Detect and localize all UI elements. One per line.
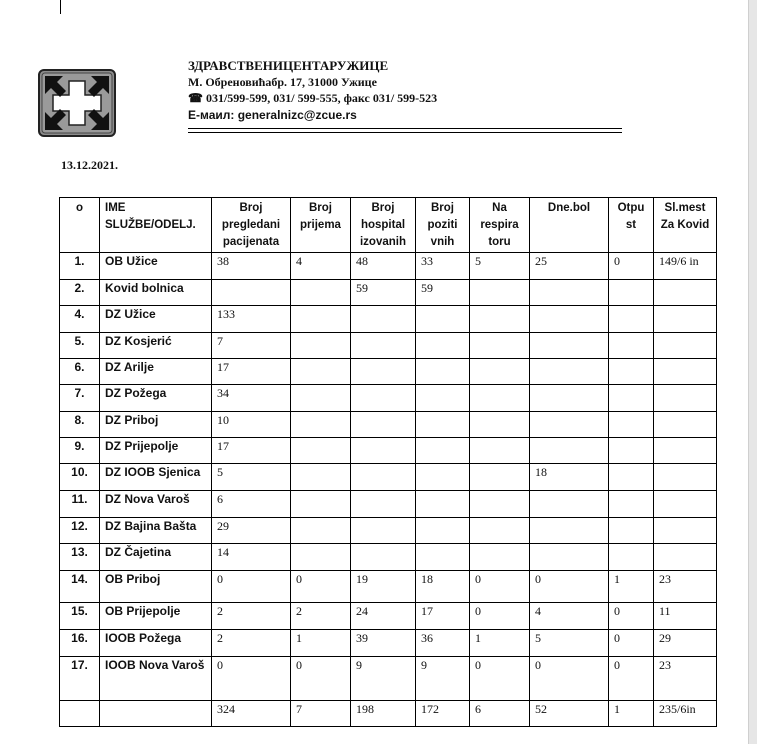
value-cell: 0 [530,657,609,701]
value-cell: 235/6in [654,701,717,727]
value-cell [351,518,416,544]
value-cell [654,491,717,518]
value-cell: 34 [212,385,291,412]
table-header-row [60,198,717,253]
value-cell: 1 [609,701,654,727]
value-cell [291,280,351,306]
value-cell [654,333,717,359]
table-row [60,280,717,306]
service-name-cell: DZ Priboj [100,412,212,438]
value-cell [470,518,530,544]
value-cell: 18 [530,464,609,491]
value-cell [530,544,609,571]
value-cell: 198 [351,701,416,727]
value-cell: 4 [530,603,609,630]
value-cell [530,359,609,385]
value-cell [291,412,351,438]
service-name-cell [100,701,212,727]
value-cell: 25 [530,253,609,280]
value-cell: 38 [212,253,291,280]
row-number-cell: 1. [60,253,100,280]
value-cell: 2 [212,603,291,630]
value-cell: 1 [291,630,351,657]
service-name-cell: OB Prijepolje [100,603,212,630]
value-cell [416,412,470,438]
value-cell [654,385,717,412]
value-cell [291,438,351,464]
value-cell [416,544,470,571]
value-cell: 0 [609,253,654,280]
institution-name: ЗДРАВСТВЕНИЦЕНТАРУЖИЦЕ [188,58,389,73]
value-cell [470,333,530,359]
value-cell [609,438,654,464]
value-cell: 17 [212,438,291,464]
value-cell: 6 [212,491,291,518]
institution-phone: ☎ 031/599-599, 031/ 599-555, факс 031/ 599-523 [188,91,438,105]
service-name-cell: DZ Čajetina [100,544,212,571]
value-cell [530,385,609,412]
value-cell: 9 [351,657,416,701]
value-cell: 7 [212,333,291,359]
value-cell: 59 [351,280,416,306]
value-cell: 0 [470,603,530,630]
header-cell: IME SLUŽBE/ODELJ. [100,198,212,253]
value-cell [351,359,416,385]
text-cursor [60,0,61,14]
value-cell [416,464,470,491]
value-cell: 59 [416,280,470,306]
value-cell: 14 [212,544,291,571]
value-cell: 0 [212,571,291,603]
value-cell: 6 [470,701,530,727]
row-number-cell: 13. [60,544,100,571]
letterhead-rule-top [188,128,622,129]
row-number-cell: 11. [60,491,100,518]
value-cell [416,385,470,412]
table-row [60,518,717,544]
table-row [60,438,717,464]
value-cell [654,306,717,333]
value-cell [654,412,717,438]
patient-statistics-table [59,197,717,727]
value-cell [351,306,416,333]
value-cell: 0 [470,657,530,701]
value-cell: 172 [416,701,470,727]
value-cell: 0 [609,603,654,630]
value-cell [530,412,609,438]
table-row [60,603,717,630]
totals-row [60,701,717,727]
value-cell [351,491,416,518]
header-cell: Broj prijema [291,198,351,253]
value-cell: 149/6 in [654,253,717,280]
service-name-cell: IOOB Nova Varoš [100,657,212,701]
value-cell [416,306,470,333]
value-cell [470,491,530,518]
service-name-cell: OB Priboj [100,571,212,603]
value-cell [530,333,609,359]
value-cell: 29 [654,630,717,657]
table-row [60,571,717,603]
service-name-cell: DZ Kosjerić [100,333,212,359]
value-cell [530,306,609,333]
row-number-cell: 4. [60,306,100,333]
value-cell: 36 [416,630,470,657]
value-cell [654,359,717,385]
table-row [60,253,717,280]
header-cell: Broj pregledani pacijenata [212,198,291,253]
table-row [60,630,717,657]
value-cell [470,280,530,306]
header-cell: Broj hospital izovanih [351,198,416,253]
value-cell [470,359,530,385]
row-number-cell: 12. [60,518,100,544]
value-cell [609,280,654,306]
value-cell: 29 [212,518,291,544]
value-cell [609,464,654,491]
value-cell [530,518,609,544]
table-row [60,306,717,333]
row-number-cell [60,701,100,727]
value-cell [654,464,717,491]
value-cell: 39 [351,630,416,657]
value-cell: 48 [351,253,416,280]
value-cell: 18 [416,571,470,603]
value-cell: 0 [291,571,351,603]
row-number-cell: 17. [60,657,100,701]
value-cell [351,464,416,491]
value-cell [654,518,717,544]
value-cell [609,385,654,412]
value-cell: 133 [212,306,291,333]
header-cell: Na respira toru [470,198,530,253]
table-row [60,464,717,491]
value-cell [470,412,530,438]
header-cell: Sl.mest Za Kovid [654,198,717,253]
value-cell [416,359,470,385]
value-cell [654,544,717,571]
value-cell [351,385,416,412]
report-date: 13.12.2021. [61,158,118,172]
value-cell: 24 [351,603,416,630]
value-cell [416,518,470,544]
value-cell [212,280,291,306]
value-cell: 17 [416,603,470,630]
value-cell: 23 [654,571,717,603]
value-cell [530,438,609,464]
table-row [60,333,717,359]
value-cell [530,280,609,306]
row-number-cell: 7. [60,385,100,412]
header-cell: Dne.bol [530,198,609,253]
value-cell [291,306,351,333]
value-cell: 0 [609,630,654,657]
page-margin-edge [748,0,757,744]
value-cell: 0 [212,657,291,701]
table-row [60,359,717,385]
row-number-cell: 8. [60,412,100,438]
table-row [60,544,717,571]
value-cell [609,412,654,438]
value-cell [291,544,351,571]
value-cell: 2 [212,630,291,657]
value-cell [609,491,654,518]
value-cell: 9 [416,657,470,701]
value-cell: 5 [470,253,530,280]
header-cell: Broj poziti vnih [416,198,470,253]
value-cell: 19 [351,571,416,603]
value-cell: 0 [470,571,530,603]
value-cell [609,359,654,385]
value-cell [609,306,654,333]
service-name-cell: DZ Bajina Bašta [100,518,212,544]
value-cell [291,359,351,385]
value-cell [351,544,416,571]
value-cell [291,491,351,518]
value-cell [654,438,717,464]
value-cell: 7 [291,701,351,727]
value-cell [470,306,530,333]
service-name-cell: DZ IOOB Sjenica [100,464,212,491]
value-cell [291,333,351,359]
header-cell: o [60,198,100,253]
value-cell [351,333,416,359]
value-cell [416,491,470,518]
value-cell: 10 [212,412,291,438]
value-cell: 11 [654,603,717,630]
row-number-cell: 16. [60,630,100,657]
value-cell: 17 [212,359,291,385]
table-row [60,657,717,701]
value-cell [291,464,351,491]
health-center-logo [38,69,116,137]
value-cell: 52 [530,701,609,727]
letterhead-rule-bottom [188,132,622,133]
row-number-cell: 15. [60,603,100,630]
value-cell [291,385,351,412]
institution-email: Е-маил: generalnizc@zcue.rs [188,108,357,122]
value-cell: 4 [291,253,351,280]
value-cell: 33 [416,253,470,280]
table-row [60,385,717,412]
service-name-cell: DZ Nova Varoš [100,491,212,518]
value-cell [470,438,530,464]
value-cell: 23 [654,657,717,701]
value-cell [416,438,470,464]
service-name-cell: DZ Prijepolje [100,438,212,464]
value-cell [470,464,530,491]
value-cell [530,491,609,518]
value-cell [470,385,530,412]
value-cell: 1 [470,630,530,657]
row-number-cell: 2. [60,280,100,306]
value-cell: 0 [291,657,351,701]
value-cell: 5 [530,630,609,657]
letterhead [188,57,628,124]
value-cell: 5 [212,464,291,491]
institution-address: М. Обреновићабр. 17, 31000 Ужице [188,75,377,89]
value-cell [291,518,351,544]
service-name-cell: DZ Arilje [100,359,212,385]
service-name-cell: Kovid bolnica [100,280,212,306]
value-cell [609,333,654,359]
value-cell [416,333,470,359]
row-number-cell: 9. [60,438,100,464]
table-row [60,412,717,438]
value-cell: 0 [530,571,609,603]
row-number-cell: 14. [60,571,100,603]
service-name-cell: IOOB Požega [100,630,212,657]
value-cell [609,518,654,544]
value-cell [609,544,654,571]
value-cell: 2 [291,603,351,630]
value-cell [351,438,416,464]
value-cell [470,544,530,571]
value-cell [351,412,416,438]
row-number-cell: 6. [60,359,100,385]
service-name-cell: DZ Užice [100,306,212,333]
value-cell: 324 [212,701,291,727]
table-row [60,491,717,518]
value-cell: 0 [609,657,654,701]
value-cell [654,280,717,306]
header-cell: Otpu st [609,198,654,253]
row-number-cell: 5. [60,333,100,359]
row-number-cell: 10. [60,464,100,491]
service-name-cell: DZ Požega [100,385,212,412]
service-name-cell: OB Užice [100,253,212,280]
value-cell: 1 [609,571,654,603]
